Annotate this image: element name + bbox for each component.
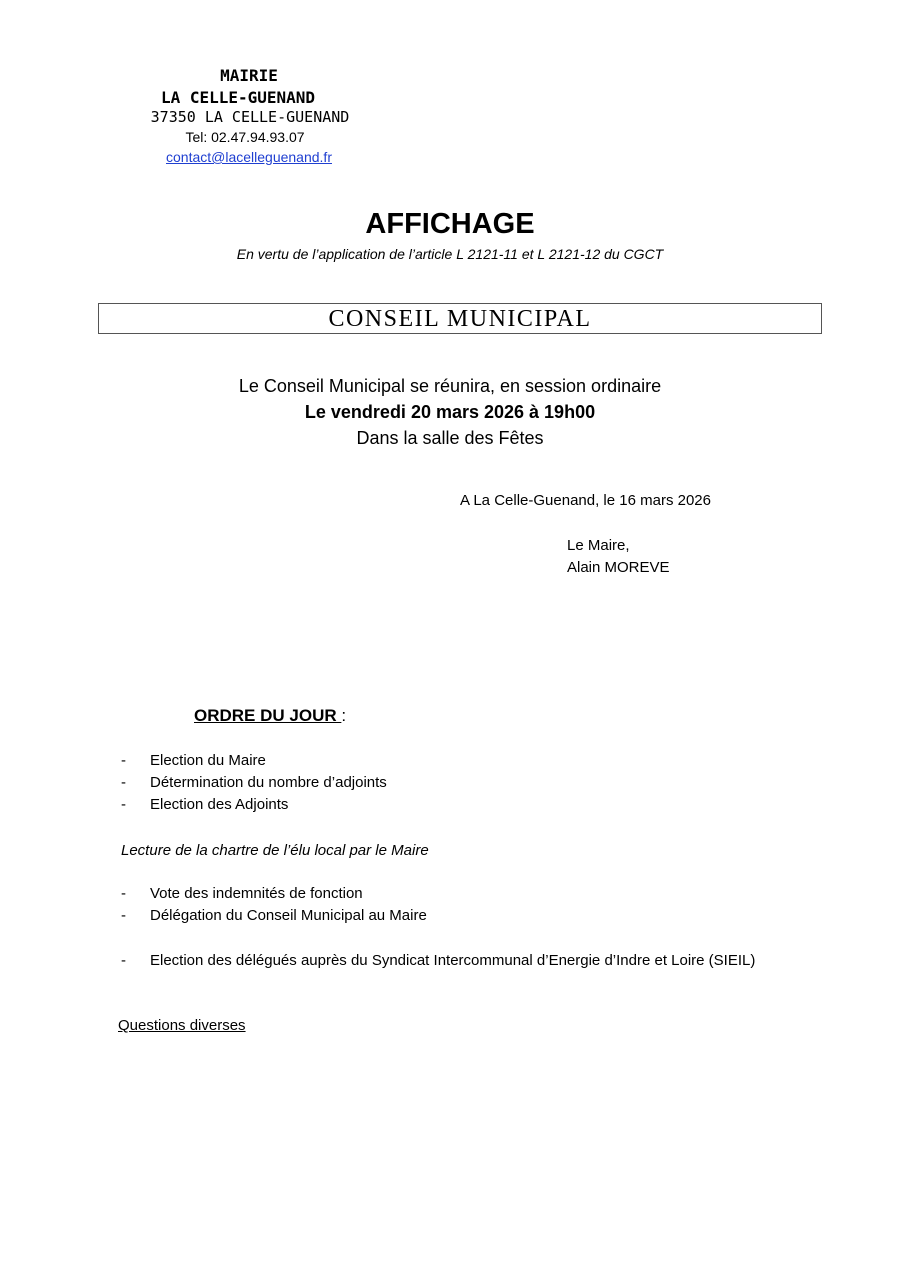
header-mairie: MAIRIE	[220, 66, 278, 85]
agenda-heading	[194, 706, 346, 726]
agenda-heading-colon: :	[341, 706, 347, 725]
header-tel: Tel: 02.47.94.93.07	[185, 129, 305, 145]
agenda-heading-text: ORDRE DU JOUR	[194, 706, 342, 725]
agenda-item: Election des délégués auprès du Syndicat Intercommunal d’Energie d’Indre et Loire (SIEIL)	[150, 952, 756, 969]
agenda-note: Lecture de la chartre de l’élu local par le Maire	[121, 842, 429, 859]
agenda-item: Election du Maire	[150, 752, 266, 769]
council-title: CONSEIL MUNICIPAL	[328, 306, 592, 332]
agenda-item: Détermination du nombre d’adjoints	[150, 774, 387, 791]
session-intro: Le Conseil Municipal se réunira, en session ordinaire	[238, 376, 662, 396]
list-bullet: -	[121, 752, 126, 769]
session-date: Le vendredi 20 mars 2026 à 19h00	[304, 402, 596, 422]
agenda-item: Vote des indemnités de fonction	[150, 885, 363, 902]
list-bullet: -	[121, 796, 126, 813]
list-bullet: -	[121, 774, 126, 791]
list-bullet: -	[121, 907, 126, 924]
signature-name: Alain MOREVE	[567, 559, 670, 576]
list-bullet: -	[121, 952, 126, 969]
signature-role: Le Maire,	[567, 537, 630, 554]
header-commune: LA CELLE-GUENAND	[160, 88, 316, 107]
session-location: Dans la salle des Fêtes	[356, 428, 544, 448]
header-email-link[interactable]: contact@lacelleguenand.fr	[166, 149, 332, 165]
header-address: 37350 LA CELLE-GUENAND	[150, 108, 350, 126]
page-title: AFFICHAGE	[365, 208, 535, 240]
place-date: A La Celle-Guenand, le 16 mars 2026	[460, 492, 711, 509]
list-bullet: -	[121, 885, 126, 902]
questions-diverses: Questions diverses	[118, 1017, 246, 1034]
agenda-item: Election des Adjoints	[150, 796, 289, 813]
page-subtitle: En vertu de l’application de l’article L 2121-11 et L 2121-12 du CGCT	[236, 246, 664, 262]
agenda-item: Délégation du Conseil Municipal au Maire	[150, 907, 427, 924]
